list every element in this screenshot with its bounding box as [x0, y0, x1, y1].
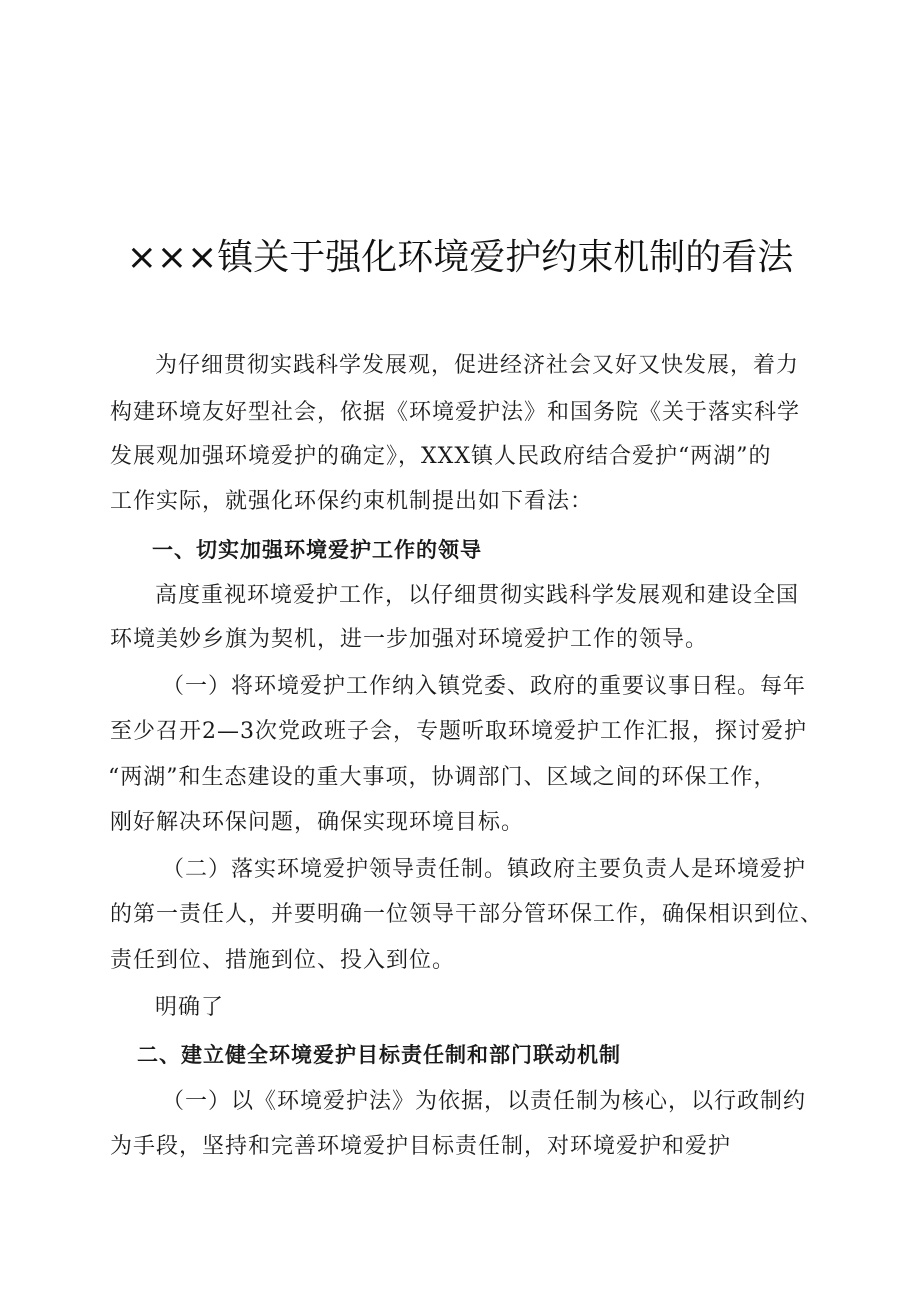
- paragraph-line: 发展观加强环境爱护的确定》，XXX镇人民政府结合爱护“两湖”的: [110, 444, 772, 469]
- document-title: ×××镇关于强化环境爱护约束机制的看法: [126, 237, 794, 278]
- paragraph-line: 明确了: [155, 995, 225, 1020]
- paragraph-line: 责任到位、措施到位、投入到位。: [110, 948, 456, 973]
- paragraph-line: 为仔细贯彻实践科学发展观，促进经济社会又好又快发展，着力: [155, 353, 800, 378]
- paragraph-line: 刚好解决环保问题，确保实现环境目标。: [110, 810, 525, 835]
- paragraph-line: （一）将环境爱护工作纳入镇党委、政府的重要议事日程。每年: [162, 674, 807, 699]
- paragraph-line: 构建环境友好型社会，依据《环境爱护法》和国务院《关于落实科学: [110, 400, 801, 425]
- section-heading-1: 一、切实加强环境爱护工作的领导: [152, 538, 482, 562]
- paragraph-line: 工作实际，就强化环保约束机制提出如下看法：: [110, 489, 594, 514]
- paragraph-line: （一）以《环境爱护法》为依据，以责任制为核心，以行政制约: [162, 1089, 807, 1114]
- paragraph-line: “两湖”和生态建设的重大事项，协调部门、区域之间的环保工作，: [108, 765, 777, 790]
- paragraph-line: 高度重视环境爱护工作，以仔细贯彻实践科学发展观和建设全国: [155, 583, 800, 608]
- paragraph-line: （二）落实环境爱护领导责任制。镇政府主要负责人是环境爱护: [162, 857, 807, 882]
- paragraph-line: 环境美妙乡旗为契机，进一步加强对环境爱护工作的领导。: [110, 627, 709, 652]
- section-heading-2: 二、建立健全环境爱护目标责任制和部门联动机制: [137, 1043, 621, 1067]
- paragraph-line: 的第一责任人，并要明确一位领导干部分管环保工作，确保相识到位、: [110, 902, 824, 927]
- paragraph-line: 至少召开2—3次党政班子会，专题听取环境爱护工作汇报，探讨爱护: [110, 719, 807, 744]
- paragraph-line: 为手段，坚持和完善环境爱护目标责任制，对环境爱护和爱护: [110, 1134, 732, 1159]
